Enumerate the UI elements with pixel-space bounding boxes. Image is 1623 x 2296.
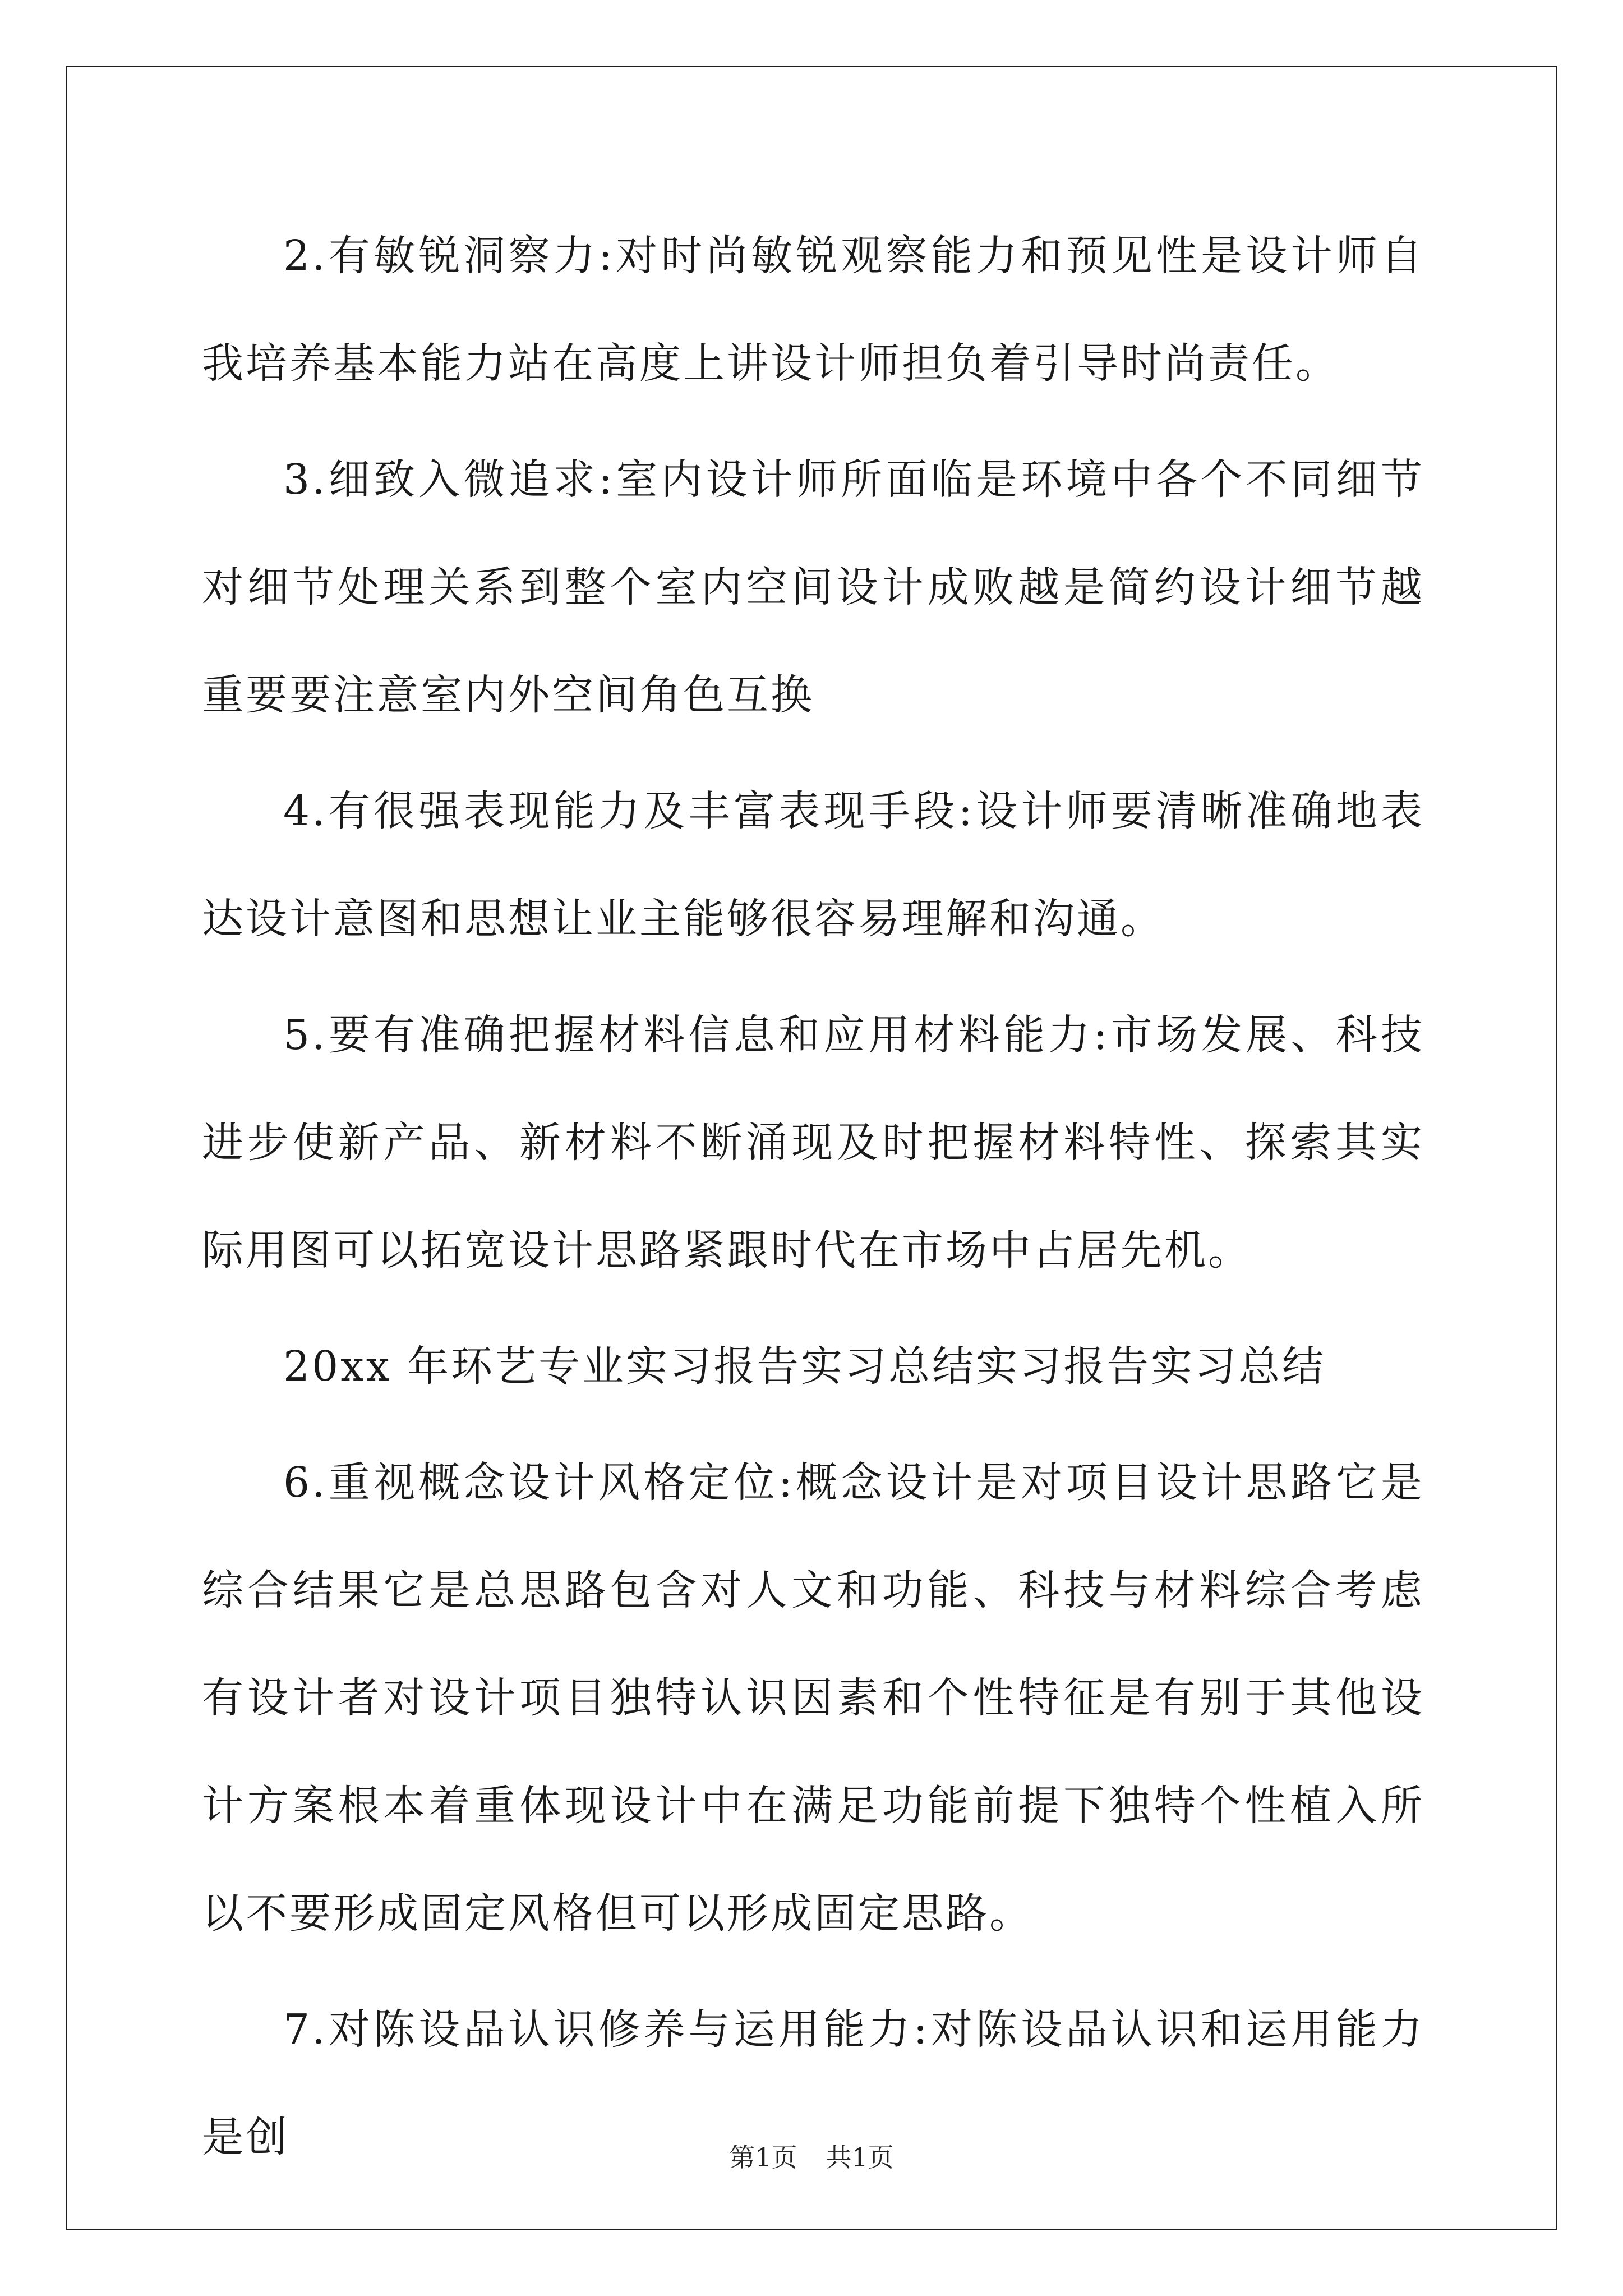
page-footer [0,2137,1623,2174]
page-total: 共1页 [826,2142,894,2173]
document-body [202,202,1424,2200]
paragraph-5: 5.要有准确把握材料信息和应用材料能力:市场发展、科技进步使新产品、新材料不断涌现及时把握材料特性、探索其实际用图可以拓宽设计思路紧跟时代在市场中占居先机。 [202,1011,1424,1274]
paragraph-3: 3.细致入微追求:室内设计师所面临是环境中各个不同细节对细节处理关系到整个室内空间设计成败越是简约设计细节越重要要注意室内外空间角色互换 [202,455,1424,719]
paragraph-4: 4.有很强表现能力及丰富表现手段:设计师要清晰准确地表达设计意图和思想让业主能够很容易理解和沟通。 [202,787,1424,943]
section-heading: 20xx 年环艺专业实习报告实习总结实习报告实习总结 [283,1342,1326,1391]
paragraph-2: 2.有敏锐洞察力:对时尚敏锐观察能力和预见性是设计师自我培养基本能力站在高度上讲设计师担负着引导时尚责任。 [202,232,1424,388]
page-number: 第1页 [729,2142,797,2173]
paragraph-7: 7.对陈设品认识修养与运用能力:对陈设品认识和运用能力是创 [202,2005,1424,2161]
paragraph-6: 6.重视概念设计风格定位:概念设计是对项目设计思路它是综合结果它是总思路包含对人文和功能、科技与材料综合考虑有设计者对设计项目独特认识因素和个性特征是有别于其他设计方案根本着重体现设计中在满足功能前提下独特个性植入所以不要形成固定风格但可以形成固定思路。 [202,1458,1424,1938]
